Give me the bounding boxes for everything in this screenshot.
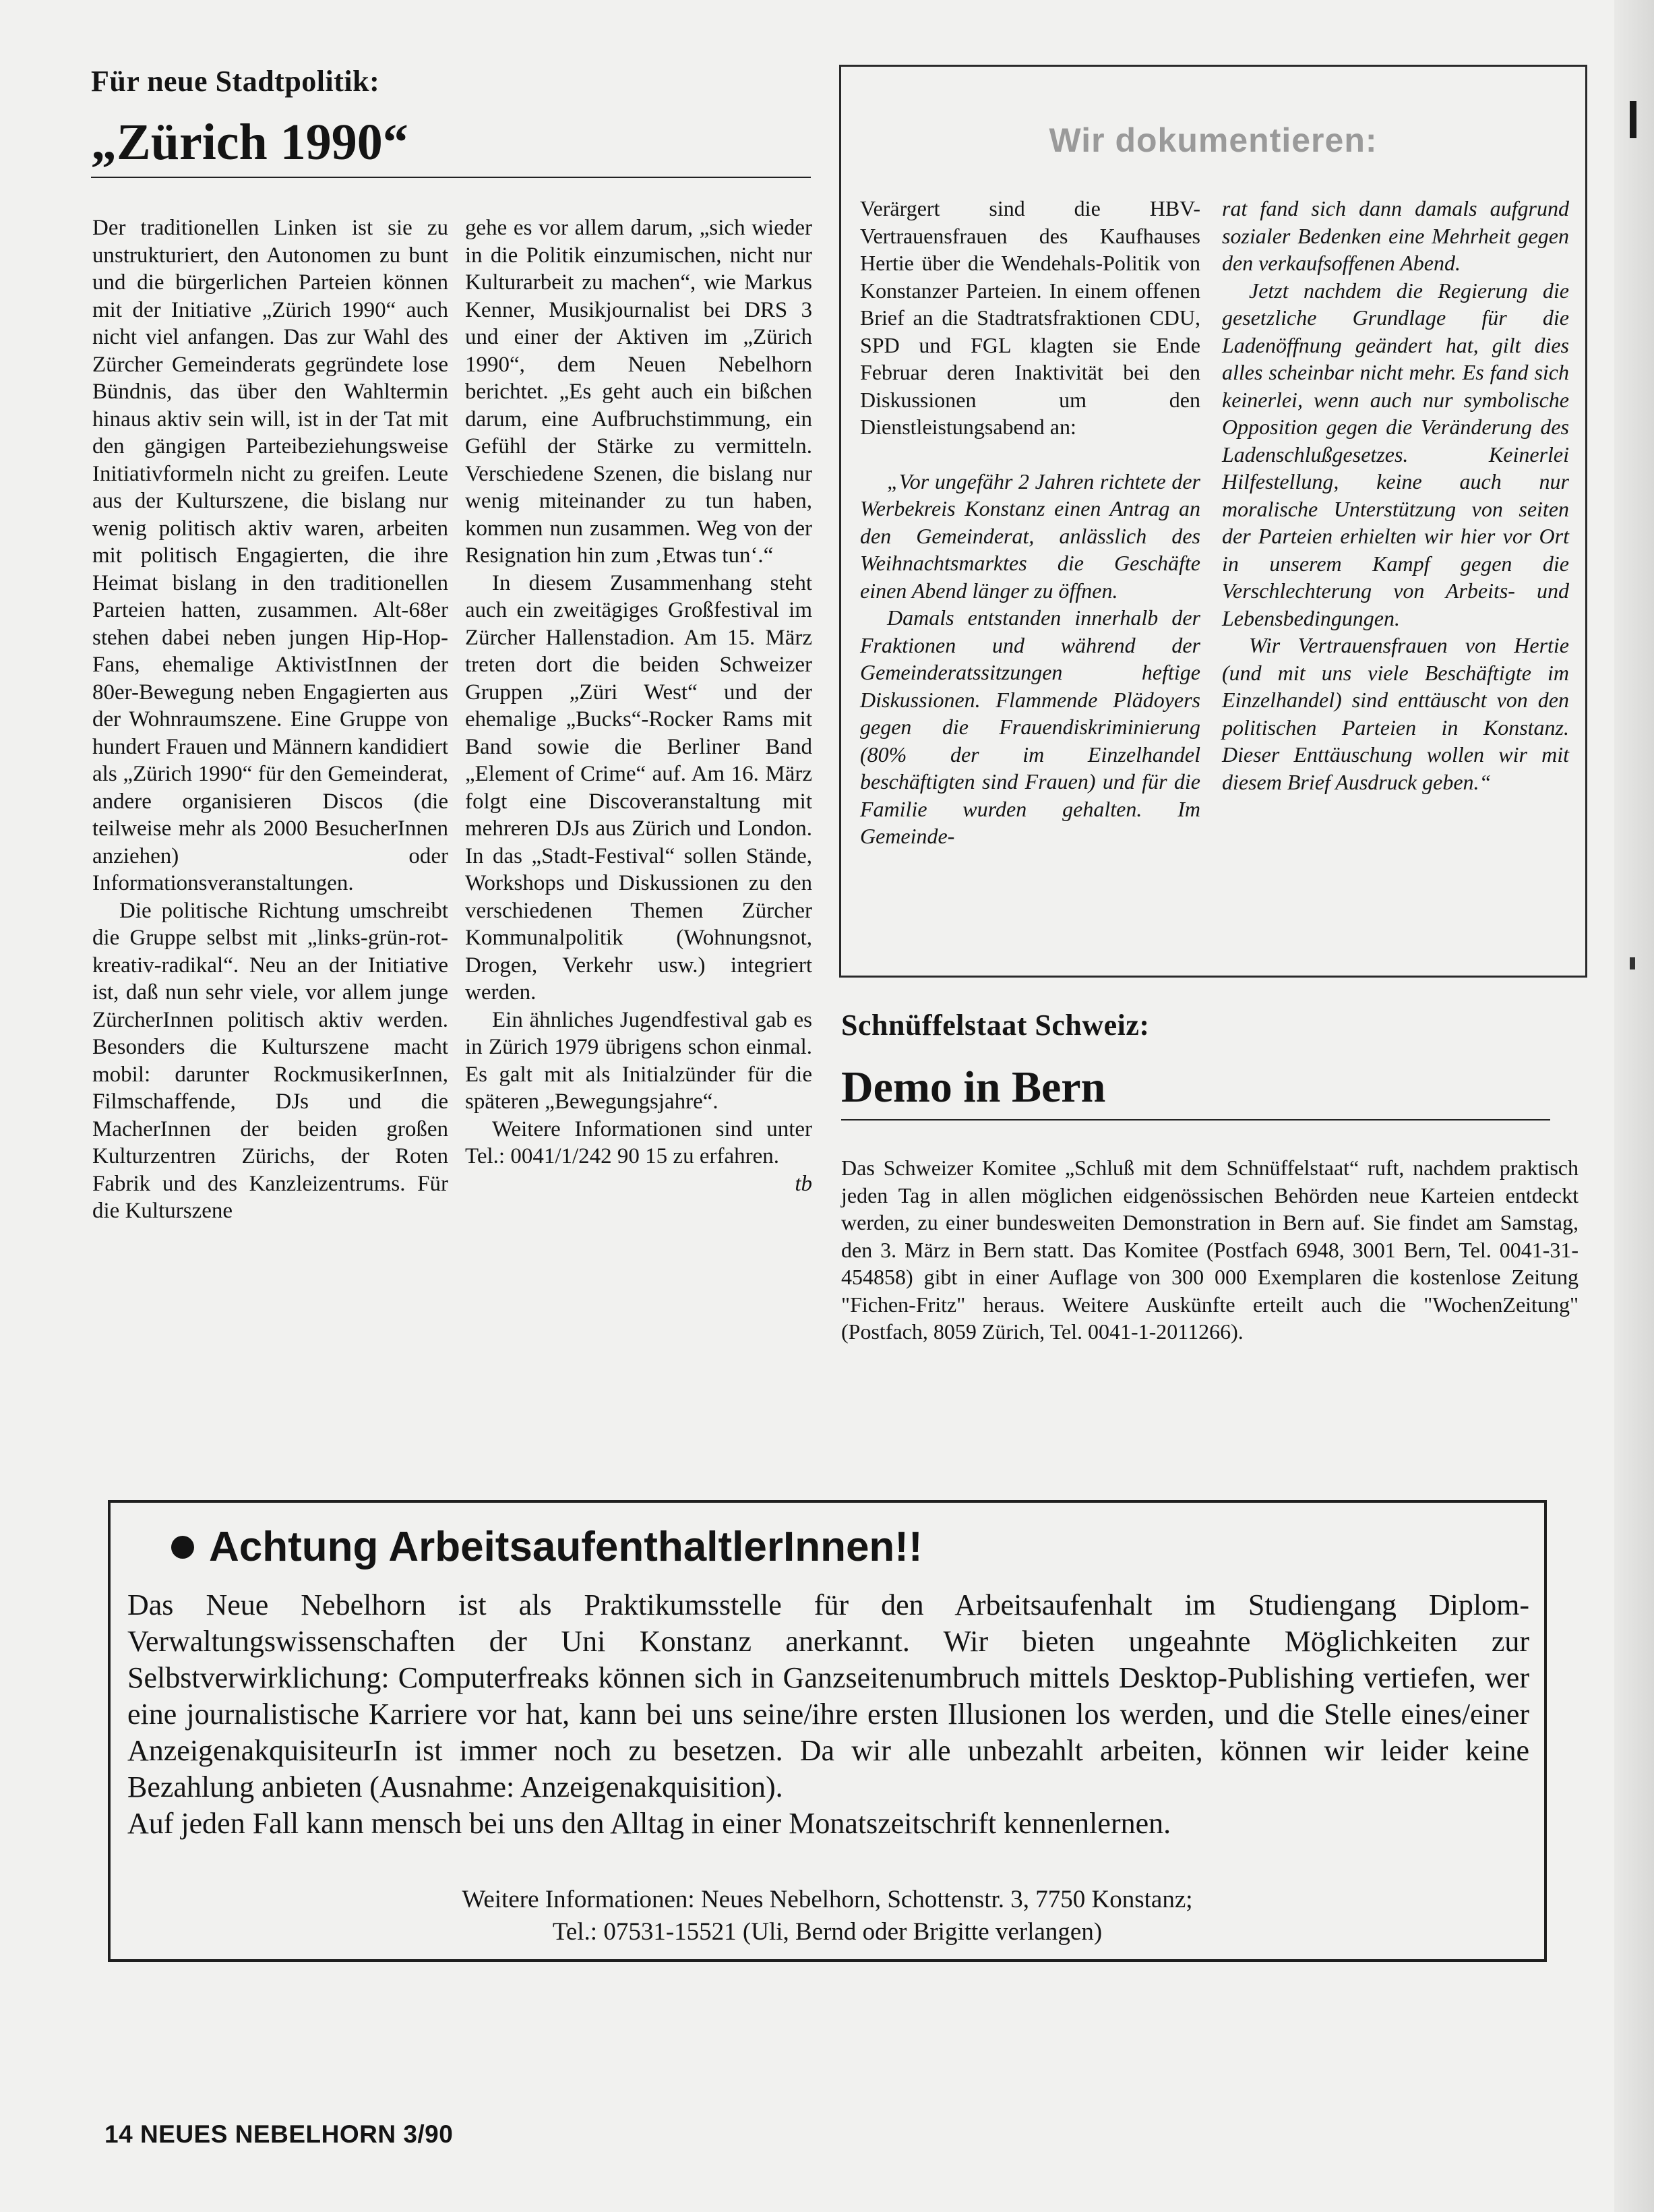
article-headline: „Zürich 1990“ [91, 114, 408, 171]
documentation-column-2 [1222, 195, 1569, 796]
article-paragraph: Ein ähnliches Jugendfestival gab es in Zürich 1979 übrigens schon einmal. Es galt mit als Initialzünder für die späteren „Bewegungsjahre“. [465, 1007, 812, 1114]
scan-edge [1614, 0, 1654, 2212]
page-number: 14 [104, 2120, 133, 2148]
issue-number: 3/90 [403, 2120, 454, 2148]
article-paragraph [465, 1116, 812, 1196]
article-paragraph: Der traditionellen Linken ist sie zu unstrukturiert, den Autonomen zu bunt und die bürgerlichen Parteien können mit der Initiative „Zürich 1990“ auch nicht viel anfangen. Das zur Wahl des Zürcher Gemeinderats gegründete lose Bündnis, das über den Wahltermin hinaus aktiv sein will, ist in der Tat mit den gängigen Parteibeziehungsweise Initiativformeln nicht zu greifen. Leute aus der Kulturszene, die bislang nur wenig politisch aktiv waren, arbeiten mit politisch Engagierten, die ihre Heimat bislang in den traditionellen Parteien hatten, zusammen. Alt-68er stehen dabei neben jungen Hip-Hop-Fans, ehemalige AktivistInnen der 80er-Bewegung neben Engagierten aus der Wohnraumszene. Eine Gruppe von hundert Frauen und Männern kandidiert als „Zürich 1990“ für den Gemeinderat, andere organisieren Discos (die teilweise mehr als 2000 BesucherInnen anziehen) oder Informationsveranstaltungen. [92, 216, 448, 895]
contact-address: Weitere Informationen: Neues Nebelhorn, Schottenstr. 3, 7750 Konstanz; [462, 1886, 1193, 1913]
doc-quote: Damals entstanden innerhalb der Fraktionen und während der Gemeinderatssitzungen heftige Diskussionen. Flammende Plädoyers gegen die Frauendiskriminierung (80% der im Einzelhandel beschäftigten sind Frauen) und für die Familie wurden gehalten. Im Gemeinde- [860, 605, 1200, 848]
documentation-box [839, 65, 1587, 978]
notice-title [171, 1523, 923, 1571]
contact-phone: Tel.: 07531-15521 (Uli, Bernd oder Brigitte verlangen) [552, 1918, 1103, 1946]
documentation-title: Wir dokumentieren: [1049, 121, 1378, 159]
demo-kicker: Schnüffelstaat Schweiz: [841, 1009, 1150, 1042]
notice-paragraph: Auf jeden Fall kann mensch bei uns den Alltag in einer Monatszeitschrift kennenlernen. [127, 1807, 1171, 1840]
page-footer [104, 2120, 453, 2149]
article-kicker: Für neue Stadtpolitik: [91, 65, 380, 98]
demo-headline: Demo in Bern [841, 1063, 1106, 1112]
article-column-2 [465, 214, 812, 1197]
contact-sentence: Weitere Informationen sind unter Tel.: 0041/1/242 90 15 zu erfahren. [465, 1116, 812, 1168]
demo-rule [841, 1119, 1550, 1120]
notice-body [127, 1587, 1529, 1842]
article-paragraph: gehe es vor allem darum, „sich wieder in die Politik einzumischen, nicht nur Kulturarbeit zu machen“, wie Markus Kenner, Musikjournalist bei DRS 3 und einer der Aktiven im „Zürich 1990“, dem Neuen Nebelhorn berichtet. „Es geht auch ein bißchen darum, eine Aufbruchstimmung, ein Gefühl der Stärke zu vermitteln. Verschiedene Szenen, die bislang nur wenig miteinander zu tun haben, kommen nun zusammen. Weg von der Resignation hin zum ‚Etwas tun‘.“ [465, 216, 812, 568]
notice-title-text: Achtung ArbeitsaufenthaltlerInnen!! [209, 1524, 923, 1570]
doc-intro: Verärgert sind die HBV-Vertrauensfrauen des Kaufhauses Hertie über die Wendehals-Politik von Konstanzer Parteien. In einem offenen Brief an die Stadtratsfraktionen CDU, SPD und FGL klagten sie Ende Februar deren Inaktivität bei den Diskussionen um den Dienstleistungsabend an: [860, 196, 1200, 439]
article-paragraph: Die politische Richtung umschreibt die Gruppe selbst mit „links-grün-rot-kreativ-radikal“. Neu an der Initiative ist, daß nun sehr viele, vor allem junge ZürcherInnen politisch aktiv werden. Besonders die Kulturszene macht mobil: darunter RockmusikerInnen, Filmschaffende, DJs und die MacherInnen der beiden großen Kulturzentren Zürichs, der Roten Fabrik und des Kanzleizentrums. Für die Kulturszene [92, 898, 448, 1223]
notice-contact [111, 1884, 1544, 1948]
headline-rule [91, 177, 811, 178]
article-paragraph: In diesem Zusammenhang steht auch ein zweitägiges Großfestival im Zürcher Hallenstadion. Am 15. März treten dort die beiden Schweizer Gruppen „Züri West“ und der ehemalige „Bucks“-Rocker Rams mit Band sowie die Berliner Band „Element of Crime“ auf. Am 16. März folgt eine Discoveranstaltung mit mehreren DJs aus Zürich und London. In das „Stadt-Festival“ sollen Stände, Workshops und Diskussionen zu den verschiedenen Themen Zürcher Kommunalpolitik (Wohnungsnot, Drogen, Verkehr usw.) integriert werden. [465, 570, 812, 1005]
scan-mark [1630, 957, 1635, 969]
scan-mark [1630, 101, 1636, 138]
doc-quote: Jetzt nachdem die Regierung die gesetzliche Grundlage für die Ladenöffnung geändert hat, gilt dies alles scheinbar nicht mehr. Es fand sich keinerlei, wenn auch nur symbolische Opposition gegen die Veränderung des Ladenschlußgesetzes. Keinerlei Hilfestellung, keine auch nur moralische Unterstützung von seiten der Parteien erhielten wir hier vor Ort in unserem Kampf gegen die Verschlechterung von Arbeits- und Lebensbedingungen. [1222, 278, 1569, 630]
notice-box [108, 1500, 1547, 1962]
author-signature: tb [795, 1171, 812, 1196]
notice-paragraph: Das Neue Nebelhorn ist als Praktikumsstelle für den Arbeitsaufenhalt im Studiengang Diplom-Verwaltungswissenschaften der Uni Konstanz anerkannt. Wir bieten ungeahnte Möglichkeiten zur Selbstverwirklichung: Computerfreaks können sich in Ganzseitenumbruch mittels Desktop-Publishing vertiefen, wer eine journalistische Karriere vor hat, kann bei uns seine/ihre ersten Illusionen los werden, und die Stelle eines/einer AnzeigenakquisiteurIn ist immer noch zu besetzen. Da wir alle unbezahlt arbeiten, können wir leider keine Bezahlung anbieten (Ausnahme: Anzeigenakquisition). [127, 1588, 1529, 1803]
doc-quote: Wir Vertrauensfrauen von Hertie (und mit uns viele Beschäftigte im Einzelhandel) sind enttäuscht von den politischen Parteien in Konstanz. Dieser Enttäuschung wollen wir mit diesem Brief Ausdruck geben.“ [1222, 633, 1569, 794]
publication-name: NEUES NEBELHORN [140, 2120, 396, 2148]
doc-quote: „Vor ungefähr 2 Jahren richtete der Werbekreis Konstanz einen Antrag an den Gemeinderat, anlässlich des Weihnachtsmarktes die Geschäfte einen Abend länger zu öffnen. [860, 469, 1200, 603]
bullet-icon [171, 1536, 194, 1559]
documentation-column-1 [860, 195, 1200, 850]
demo-body: Das Schweizer Komitee „Schluß mit dem Schnüffelstaat“ ruft, nachdem praktisch jeden Tag in allen möglichen eidgenössischen Behörden neue Karteien entdeckt werden, zu einer bundesweiten Demonstration in Bern auf. Sie findet am Samstag, den 3. März in Bern statt. Das Komitee (Postfach 6948, 3001 Bern, Tel. 0041-31-454858) gibt in einer Auflage von 300 000 Exemplaren die kostenlose Zeitung "Fichen-Fritz" heraus. Weitere Auskünfte erteilt auch die "WochenZeitung" (Postfach, 8059 Zürich, Tel. 0041-1-2011266). [841, 1156, 1579, 1344]
article-column-1 [92, 214, 448, 1225]
doc-quote: rat fand sich dann damals aufgrund sozialer Bedenken eine Mehrheit gegen den verkaufsoffenen Abend. [1222, 196, 1569, 275]
